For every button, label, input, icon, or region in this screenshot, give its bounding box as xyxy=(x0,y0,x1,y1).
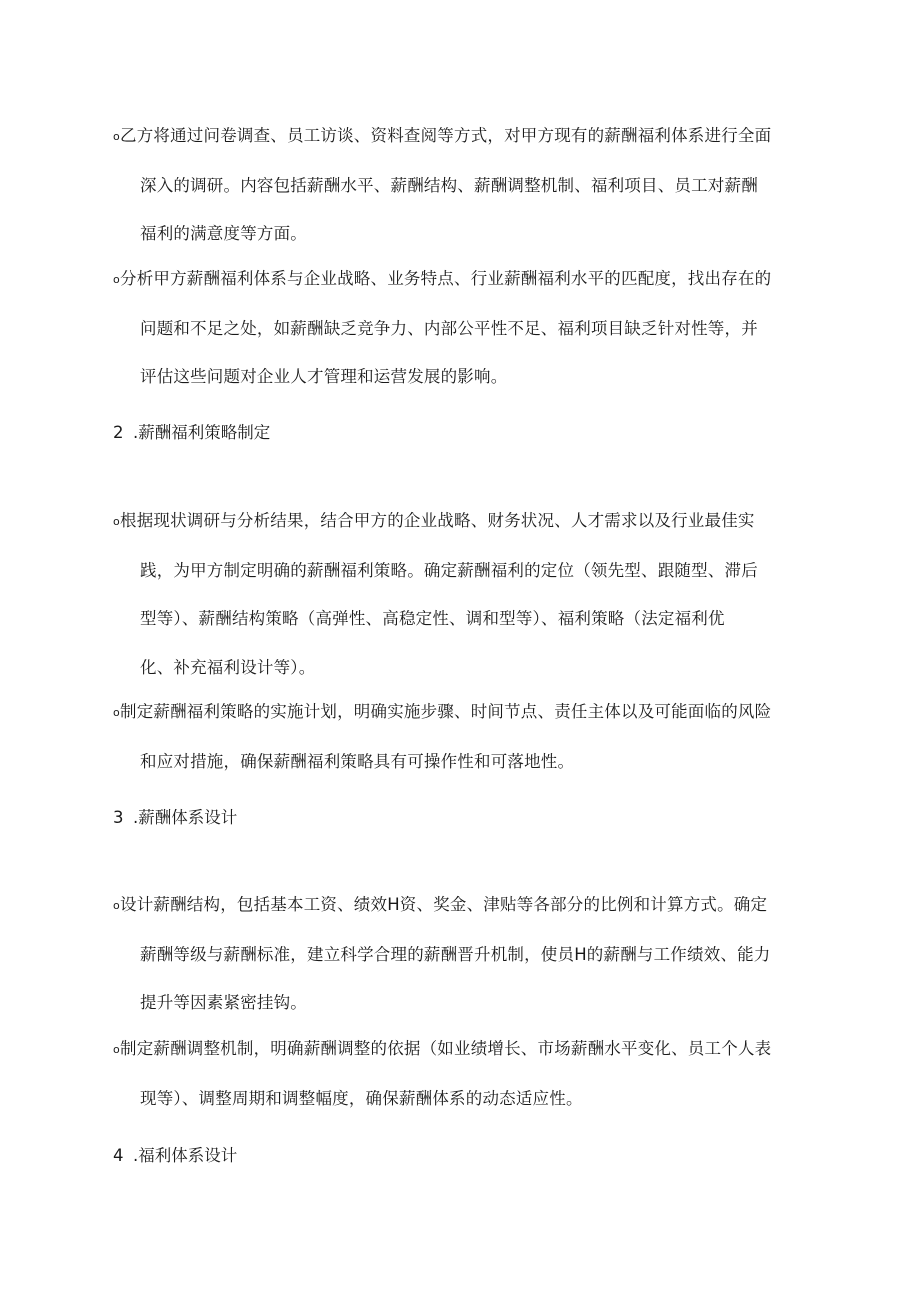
paragraph-line: 评估这些问题对企业人才管理和运营发展的影响。 xyxy=(140,367,508,386)
paragraph-line: o设计薪酬结构，包括基本工资、绩效H资、奖金、津贴等各部分的比例和计算方式。确定 xyxy=(113,881,793,931)
paragraph-line: o分析甲方薪酬福利体系与企业战略、业务特点、行业薪酬福利水平的匹配度，找出存在的 xyxy=(113,255,793,305)
section-heading xyxy=(113,421,270,445)
bullet-paragraph-survey xyxy=(113,112,793,259)
paragraph-line: 现等）、调整周期和调整幅度，确保薪酬体系的动态适应性。 xyxy=(140,1088,583,1108)
section-heading xyxy=(113,806,237,830)
bullet-paragraph-salary-adjustment xyxy=(113,1025,793,1123)
paragraph-line: 深入的调研。内容包括薪酬水平、薪酬结构、薪酬调整机制、福利项目、员工对薪酬 xyxy=(140,175,758,195)
paragraph-line: o乙方将通过问卷调查、员工访谈、资料查阅等方式，对甲方现有的薪酬福利体系进行全面 xyxy=(113,112,793,162)
paragraph-line: 践，为甲方制定明确的薪酬福利策略。确定薪酬福利的定位（领先型、跟随型、滞后 xyxy=(140,560,758,580)
paragraph-line: 型等）、薪酬结构策略（高弹性、高稳定性、调和型等）、福利策略（法定福利优 xyxy=(140,609,725,628)
bullet-icon: o xyxy=(113,515,120,528)
bullet-icon: o xyxy=(113,130,120,143)
paragraph-line: o根据现状调研与分析结果，结合甲方的企业战略、财务状况、人才需求以及行业最佳实 xyxy=(113,497,793,547)
section-title: .福利体系设计 xyxy=(133,1146,238,1165)
section-heading xyxy=(113,1144,237,1168)
section-number: 4 xyxy=(113,1146,124,1165)
bullet-icon: o xyxy=(113,899,120,912)
paragraph-line: 福利的满意度等方面。 xyxy=(140,224,307,243)
paragraph-line: 薪酬等级与薪酬标准，建立科学合理的薪酬晋升机制，使员H的薪酬与工作绩效、能力 xyxy=(140,944,771,964)
bullet-icon: o xyxy=(113,273,120,286)
paragraph-line: 和应对措施，确保薪酬福利策略具有可操作性和可落地性。 xyxy=(140,751,575,771)
section-number: 2 xyxy=(113,423,124,442)
paragraph-line: 提升等因素紧密挂钩。 xyxy=(140,993,307,1012)
section-title: .薪酬体系设计 xyxy=(133,808,238,827)
paragraph-line: 问题和不足之处，如薪酬缺乏竞争力、内部公平性不足、福利项目缺乏针对性等，并 xyxy=(140,318,758,338)
bullet-paragraph-implementation xyxy=(113,688,793,786)
paragraph-line: o制定薪酬调整机制，明确薪酬调整的依据（如业绩增长、市场薪酬水平变化、员工个人表 xyxy=(113,1025,793,1075)
paragraph-line: 化、补充福利设计等）。 xyxy=(140,657,316,677)
paragraph-line: o制定薪酬福利策略的实施计划，明确实施步骤、时间节点、责任主体以及可能面临的风险 xyxy=(113,688,793,738)
bullet-icon: o xyxy=(113,1043,120,1056)
bullet-icon: o xyxy=(113,706,120,719)
bullet-paragraph-strategy xyxy=(113,497,793,692)
section-number: 3 xyxy=(113,808,124,827)
bullet-paragraph-analysis xyxy=(113,255,793,402)
bullet-paragraph-salary-structure xyxy=(113,881,793,1028)
section-title: .薪酬福利策略制定 xyxy=(133,423,271,442)
